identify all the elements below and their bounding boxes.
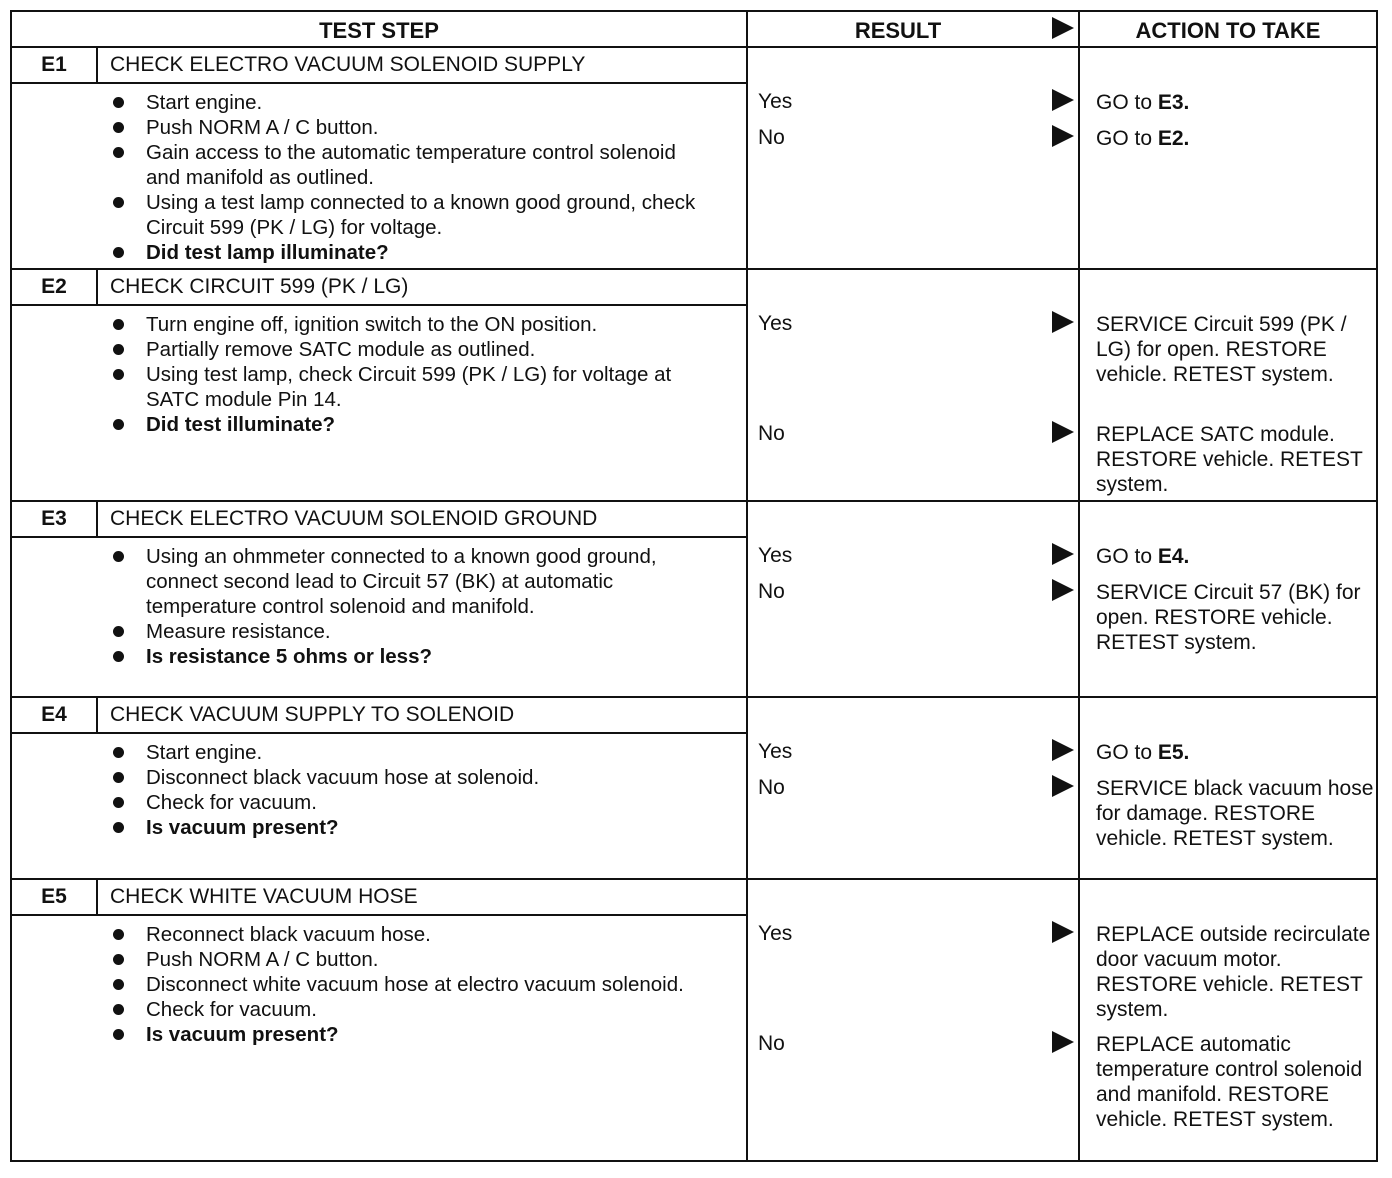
list-item: Partially remove SATC module as outlined. xyxy=(108,337,708,362)
diagnostic-table xyxy=(10,10,1378,1162)
arrow-icon xyxy=(1052,421,1074,443)
action-yes: REPLACE outside recirculate door vacuum motor. RESTORE vehicle. RETEST system. xyxy=(1096,923,1371,1021)
arrow-icon xyxy=(1052,921,1074,943)
step-instructions xyxy=(108,544,708,669)
action-no: SERVICE black vacuum hose for damage. RESTORE vehicle. RETEST system. xyxy=(1096,777,1374,850)
result-yes: Yes xyxy=(758,922,793,945)
list-item: Using a test lamp connected to a known good ground, check Circuit 599 (PK / LG) for voltage. xyxy=(108,190,708,240)
result-yes: Yes xyxy=(758,544,793,567)
step-row-e4 xyxy=(12,698,1376,880)
result-no: No xyxy=(758,580,785,603)
list-item: Reconnect black vacuum hose. xyxy=(108,922,708,947)
action-yes: GO to E5. xyxy=(1096,741,1190,764)
list-item: Disconnect white vacuum hose at electro vacuum solenoid. xyxy=(108,972,708,997)
list-item: Check for vacuum. xyxy=(108,997,708,1022)
list-item: Start engine. xyxy=(108,740,708,765)
step-title: CHECK CIRCUIT 599 (PK / LG) xyxy=(98,270,746,306)
list-item: Measure resistance. xyxy=(108,619,708,644)
arrow-icon xyxy=(1052,1031,1074,1053)
result-no: No xyxy=(758,126,785,149)
header-row xyxy=(12,12,1376,48)
list-item: Disconnect black vacuum hose at solenoid. xyxy=(108,765,708,790)
arrow-icon xyxy=(1052,739,1074,761)
step-id: E1 xyxy=(12,48,98,84)
result-yes: Yes xyxy=(758,90,793,113)
list-item: Using an ohmmeter connected to a known good ground, connect second lead to Circuit 57 (BK) at automatic temperature control solenoid and manifold. xyxy=(108,544,708,619)
result-yes: Yes xyxy=(758,740,793,763)
arrow-icon xyxy=(1052,125,1074,147)
result-no: No xyxy=(758,776,785,799)
header-action: ACTION TO TAKE xyxy=(1135,18,1321,43)
result-no: No xyxy=(758,422,785,445)
header-result: RESULT xyxy=(854,18,942,43)
result-no: No xyxy=(758,1032,785,1055)
list-item: Push NORM A / C button. xyxy=(108,947,708,972)
arrow-icon xyxy=(1052,775,1074,797)
step-title: CHECK VACUUM SUPPLY TO SOLENOID xyxy=(98,698,746,734)
list-item: Is vacuum present? xyxy=(108,815,708,840)
step-title: CHECK WHITE VACUUM HOSE xyxy=(98,880,746,916)
list-item: Start engine. xyxy=(108,90,708,115)
step-instructions xyxy=(108,312,708,437)
action-yes: GO to E4. xyxy=(1096,545,1190,568)
arrow-icon xyxy=(1052,311,1074,333)
step-row-e2 xyxy=(12,270,1376,502)
arrow-icon xyxy=(1052,89,1074,111)
list-item: Turn engine off, ignition switch to the ON position. xyxy=(108,312,708,337)
step-id: E5 xyxy=(12,880,98,916)
arrow-icon xyxy=(1052,579,1074,601)
action-yes: GO to E3. xyxy=(1096,91,1190,114)
step-instructions xyxy=(108,90,708,265)
step-title: CHECK ELECTRO VACUUM SOLENOID SUPPLY xyxy=(98,48,746,84)
header-test-step: TEST STEP xyxy=(319,18,439,43)
result-yes: Yes xyxy=(758,312,793,335)
list-item: Using test lamp, check Circuit 599 (PK / LG) for voltage at SATC module Pin 14. xyxy=(108,362,708,412)
action-yes: SERVICE Circuit 599 (PK / LG) for open. RESTORE vehicle. RETEST system. xyxy=(1096,313,1347,386)
step-row-e3 xyxy=(12,502,1376,698)
step-row-e5 xyxy=(12,880,1376,1162)
list-item: Is resistance 5 ohms or less? xyxy=(108,644,708,669)
action-no: REPLACE automatic temperature control solenoid and manifold. RESTORE vehicle. RETEST system. xyxy=(1096,1033,1363,1131)
step-title: CHECK ELECTRO VACUUM SOLENOID GROUND xyxy=(98,502,746,538)
list-item: Check for vacuum. xyxy=(108,790,708,815)
step-id: E3 xyxy=(12,502,98,538)
action-no: GO to E2. xyxy=(1096,127,1190,150)
list-item: Did test lamp illuminate? xyxy=(108,240,708,265)
list-item: Did test illuminate? xyxy=(108,412,708,437)
list-item: Push NORM A / C button. xyxy=(108,115,708,140)
action-no: REPLACE SATC module. RESTORE vehicle. RETEST system. xyxy=(1096,423,1363,496)
list-item: Gain access to the automatic temperature control solenoid and manifold as outlined. xyxy=(108,140,708,190)
step-instructions xyxy=(108,740,708,840)
arrow-icon xyxy=(1052,17,1074,39)
arrow-icon xyxy=(1052,543,1074,565)
step-instructions xyxy=(108,922,708,1047)
step-id: E2 xyxy=(12,270,98,306)
step-id: E4 xyxy=(12,698,98,734)
action-no: SERVICE Circuit 57 (BK) for open. RESTORE vehicle. RETEST system. xyxy=(1096,581,1361,654)
list-item: Is vacuum present? xyxy=(108,1022,708,1047)
step-row-e1 xyxy=(12,48,1376,270)
